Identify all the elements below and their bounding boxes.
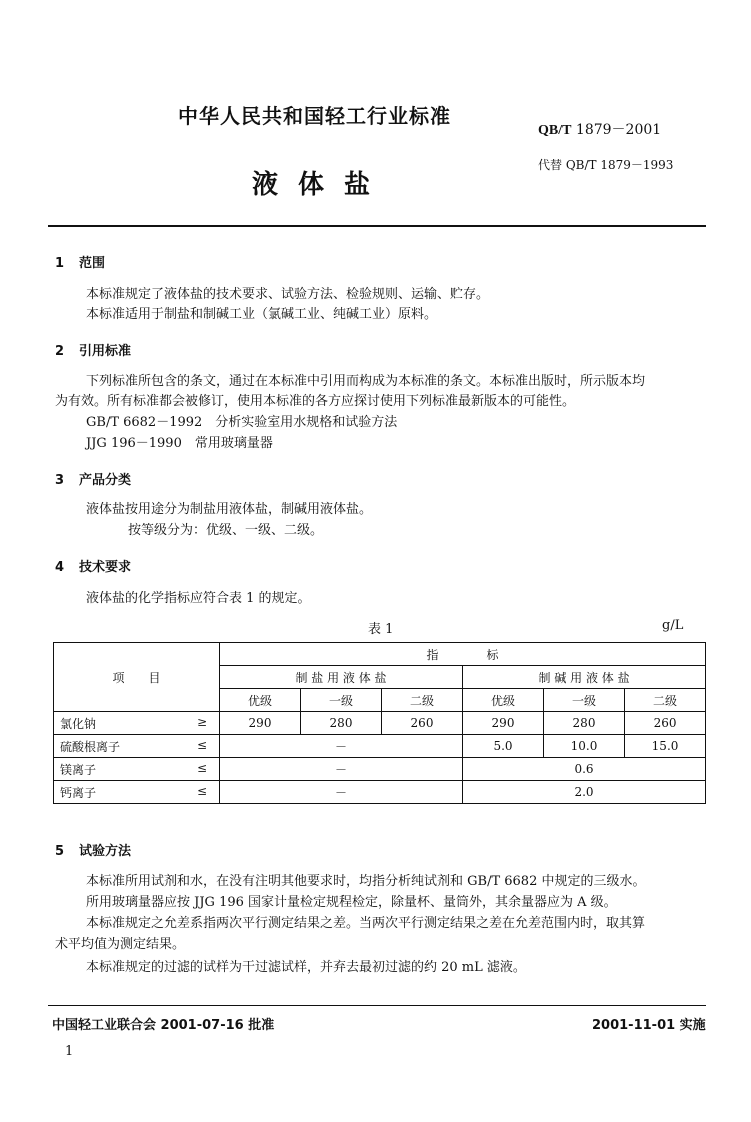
table-row xyxy=(54,781,706,804)
section-1-title: 范围 xyxy=(79,256,106,271)
section-3-title: 产品分类 xyxy=(79,473,132,488)
section-3-paragraph-2: 按等级分为：优级、一级、二级。 xyxy=(128,523,324,538)
section-1-paragraph-1: 本标准规定了液体盐的技术要求、试验方法、检验规则、运输、贮存。 xyxy=(86,287,490,302)
table-cell: 15.0 xyxy=(625,735,706,758)
document-title: 液体盐 xyxy=(252,170,391,200)
row-comparison-symbol: ≤ xyxy=(196,760,207,775)
section-5-heading xyxy=(55,840,131,859)
section-1-heading xyxy=(55,252,105,271)
section-2-heading xyxy=(55,340,131,359)
table-row xyxy=(54,735,706,758)
row-name: 钙离子 xyxy=(60,785,97,800)
row-label xyxy=(54,758,220,781)
section-3-heading xyxy=(55,469,131,488)
footer-divider xyxy=(48,1005,706,1006)
index-header: 指 标 xyxy=(220,643,706,666)
table-1-caption: 表 1 xyxy=(368,622,394,637)
grade-header: 优级 xyxy=(220,689,301,712)
section-5-paragraph-3-line-2: 术平均值为测定结果。 xyxy=(55,937,186,952)
grade-header: 一级 xyxy=(301,689,382,712)
row-name: 硫酸根离子 xyxy=(60,739,121,754)
section-5-paragraph-2: 所用玻璃量器应按 JJG 196 国家计量检定规程检定，除量杯、量筒外，其余量器应为 A 级。 xyxy=(86,895,617,910)
section-5-title: 试验方法 xyxy=(79,844,132,859)
table-cell-merged: － xyxy=(220,758,463,781)
table-row xyxy=(54,758,706,781)
section-3-paragraph-1: 液体盐按用途分为制盐用液体盐，制碱用液体盐。 xyxy=(86,502,373,517)
alkali-group-header: 制 碱 用 液 体 盐 xyxy=(463,666,706,689)
effective-date: 2001-11-01 实施 xyxy=(592,1018,706,1033)
standard-code-number: 1879－2001 xyxy=(575,122,662,138)
section-1-number: 1 xyxy=(55,256,65,271)
row-label xyxy=(54,712,220,735)
row-name: 氯化钠 xyxy=(60,716,97,731)
reference-gb-t-6682: GB/T 6682－1992 分析实验室用水规格和试验方法 xyxy=(86,415,398,430)
table-cell-merged: 2.0 xyxy=(463,781,706,804)
item-header: 项 目 xyxy=(54,643,220,712)
section-5-paragraph-4: 本标准规定的过滤的试样为干过滤试样，并弃去最初过滤的约 20 mL 滤液。 xyxy=(86,960,526,975)
table-cell: 280 xyxy=(301,712,382,735)
section-5-paragraph-1: 本标准所用试剂和水，在没有注明其他要求时，均指分析纯试剂和 GB/T 6682 中规定的三级水。 xyxy=(86,874,646,889)
table-cell-merged: 0.6 xyxy=(463,758,706,781)
row-name: 镁离子 xyxy=(60,762,97,777)
row-comparison-symbol: ≥ xyxy=(196,714,207,729)
table-cell: 290 xyxy=(220,712,301,735)
issuing-body-title: 中华人民共和国轻工行业标准 xyxy=(178,104,451,128)
grade-header: 优级 xyxy=(463,689,544,712)
table-cell: 260 xyxy=(382,712,463,735)
table-cell: 10.0 xyxy=(544,735,625,758)
table-cell: 260 xyxy=(625,712,706,735)
section-4-number: 4 xyxy=(55,560,65,575)
standard-code xyxy=(538,119,661,139)
grade-header: 二级 xyxy=(382,689,463,712)
table-cell-merged: － xyxy=(220,735,463,758)
approval-info: 中国轻工业联合会 2001-07-16 批准 xyxy=(52,1018,275,1033)
page-number: 1 xyxy=(65,1044,74,1059)
replaces-standard: 代替 QB/T 1879－1993 xyxy=(538,158,674,172)
table-row xyxy=(54,712,706,735)
section-2-paragraph-1-line-1: 下列标准所包含的条文，通过在本标准中引用而构成为本标准的条文。本标准出版时，所示版本均 xyxy=(86,374,646,389)
table-cell: 290 xyxy=(463,712,544,735)
header-divider xyxy=(48,225,706,227)
section-4-paragraph-1: 液体盐的化学指标应符合表 1 的规定。 xyxy=(86,591,311,606)
row-comparison-symbol: ≤ xyxy=(196,783,207,798)
grade-header: 一级 xyxy=(544,689,625,712)
row-label xyxy=(54,735,220,758)
section-1-paragraph-2: 本标准适用于制盐和制碱工业（氯碱工业、纯碱工业）原料。 xyxy=(86,307,438,322)
reference-jjg-196: JJG 196－1990 常用玻璃量器 xyxy=(86,436,273,451)
table-cell: 280 xyxy=(544,712,625,735)
table-cell: 5.0 xyxy=(463,735,544,758)
section-2-paragraph-1-line-2: 为有效。所有标准都会被修订，使用本标准的各方应探讨使用下列标准最新版本的可能性。 xyxy=(55,394,576,409)
section-4-heading xyxy=(55,556,131,575)
section-5-number: 5 xyxy=(55,844,65,859)
section-5-paragraph-3-line-1: 本标准规定之允差系指两次平行测定结果之差。当两次平行测定结果之差在允差范围内时，取其算 xyxy=(86,916,646,931)
table-cell-merged: － xyxy=(220,781,463,804)
table-header-row-1 xyxy=(54,643,706,666)
row-label xyxy=(54,781,220,804)
salt-group-header: 制 盐 用 液 体 盐 xyxy=(220,666,463,689)
section-2-number: 2 xyxy=(55,344,65,359)
table-1 xyxy=(53,642,706,804)
standard-code-prefix: QB/T xyxy=(538,123,572,138)
row-comparison-symbol: ≤ xyxy=(196,737,207,752)
table-1-unit: g/L xyxy=(662,618,684,633)
section-4-title: 技术要求 xyxy=(79,560,132,575)
section-3-number: 3 xyxy=(55,473,65,488)
grade-header: 二级 xyxy=(625,689,706,712)
section-2-title: 引用标准 xyxy=(79,344,132,359)
